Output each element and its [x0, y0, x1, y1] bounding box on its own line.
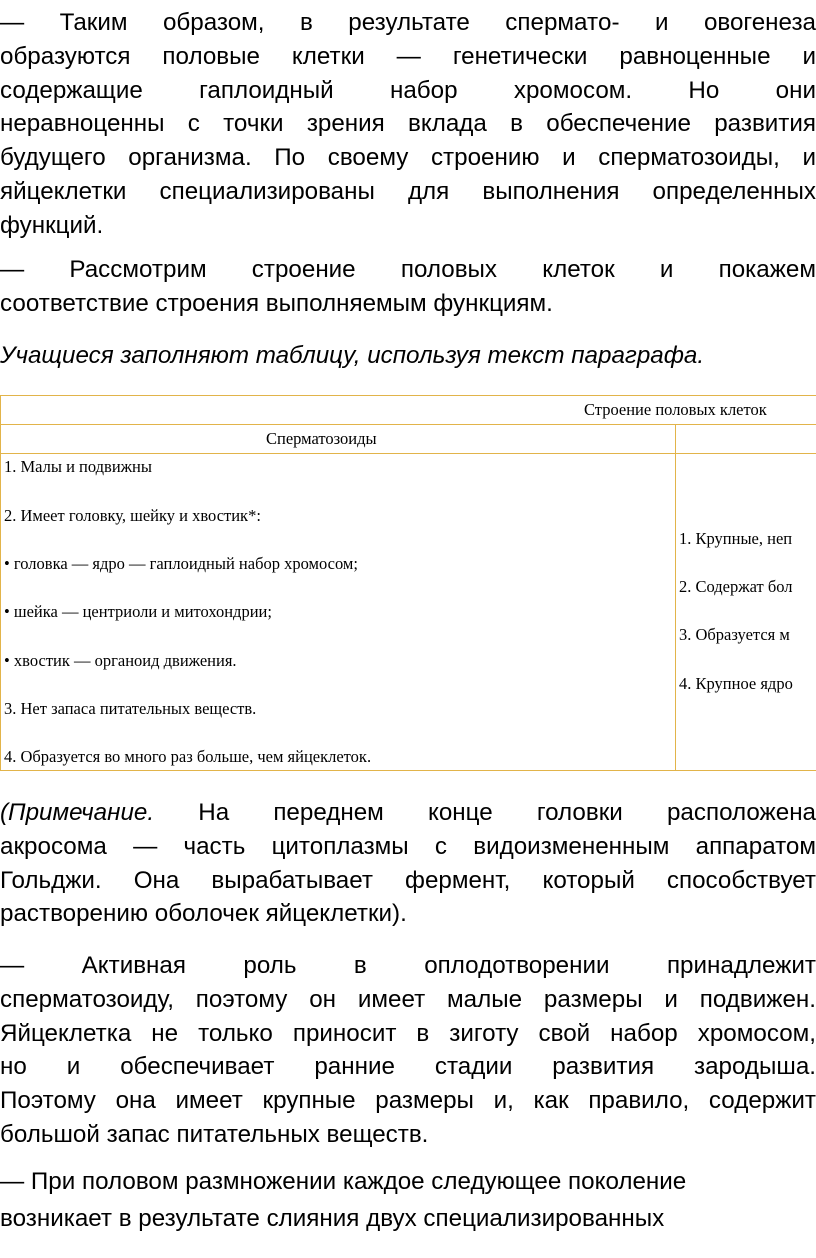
active-role-line: Поэтому она имеет крупные размеры и, как правило, содержит	[0, 1087, 816, 1115]
intro-line: будущего организма. По своему строению и сперматозоиды, и	[0, 144, 816, 172]
intro-line: неравноценны с точки зрения вклада в обеспечение развития	[0, 110, 816, 138]
consider-line: — Рассмотрим строение половых клеток и покажем	[0, 256, 816, 283]
active-role-line: — Активная роль в оплодотворении принадлежит	[0, 952, 816, 979]
intro-paragraph	[0, 6, 816, 243]
active-role-line: Яйцеклетка не только приносит в зиготу свой набор хромосом,	[0, 1019, 816, 1047]
intro-line: яйцеклетки специализированы для выполнения определенных	[0, 177, 816, 205]
sperm-item: • шейка — центриоли и митохондрии;	[4, 602, 272, 621]
intro-line: содержащие гаплоидный набор хромосом. Но они	[0, 76, 816, 104]
sperm-item: 4. Образуется во много раз больше, чем яйцеклеток.	[4, 747, 372, 766]
egg-item: 3. Образуется м	[679, 625, 790, 644]
sperm-item: 3. Нет запаса питательных веществ.	[4, 699, 257, 718]
table-title: Строение половых клеток	[584, 400, 767, 419]
sperm-item: 1. Малы и подвижны	[4, 457, 152, 476]
active-role-paragraph	[0, 949, 816, 1152]
reproduction-line: — При половом размножении каждое следующее поколение	[0, 1168, 687, 1195]
reproduction-paragraph	[0, 1163, 816, 1237]
egg-item: 1. Крупные, неп	[679, 529, 793, 548]
note-line: Гольджи. Она вырабатывает фермент, который способствует	[0, 866, 816, 894]
egg-item: 2. Содержат бол	[679, 577, 793, 596]
sperm-item: • головка — ядро — гаплоидный набор хромосом;	[4, 554, 358, 573]
table-egg-cell	[675, 453, 816, 771]
table-col2-header-cell	[675, 424, 816, 454]
reproduction-line: возникает в результате слияния двух специализированных	[0, 1205, 665, 1232]
intro-line: функций.	[0, 211, 104, 239]
note-line-text: На переднем конце головки расположена	[154, 799, 816, 826]
active-role-line: сперматозоиду, поэтому он имеет малые размеры и подвижен.	[0, 985, 816, 1013]
active-role-line: большой запас питательных веществ.	[0, 1120, 429, 1148]
instruction-line: Учащиеся заполняют таблицу, используя текст параграфа.	[0, 342, 705, 369]
intro-line: — Таким образом, в результате сперматo- и овогенеза	[0, 9, 816, 36]
note-line: растворению оболочек яйцеклетки).	[0, 900, 407, 928]
consider-line: соответствие строения выполняемым функциям.	[0, 289, 553, 317]
intro-line: образуются половые клетки — генетически равноценные и	[0, 42, 816, 70]
note-line	[0, 796, 816, 830]
active-role-line: но и обеспечивает ранние стадии развития зародыша.	[0, 1053, 816, 1081]
note-line: акросома — часть цитоплазмы с видоизмененным аппаратом	[0, 832, 816, 860]
cells-structure-table	[0, 395, 816, 771]
consider-paragraph	[0, 253, 816, 321]
egg-item: 4. Крупное ядро	[679, 674, 793, 693]
col-header-sperm: Сперматозоиды	[266, 429, 377, 448]
instruction-text	[0, 339, 816, 373]
sperm-item: 2. Имеет головку, шейку и хвостик*:	[4, 506, 261, 525]
sperm-item: • хвостик — органоид движения.	[4, 651, 237, 670]
note-paragraph	[0, 796, 816, 931]
note-label: (Примечание.	[0, 799, 155, 826]
